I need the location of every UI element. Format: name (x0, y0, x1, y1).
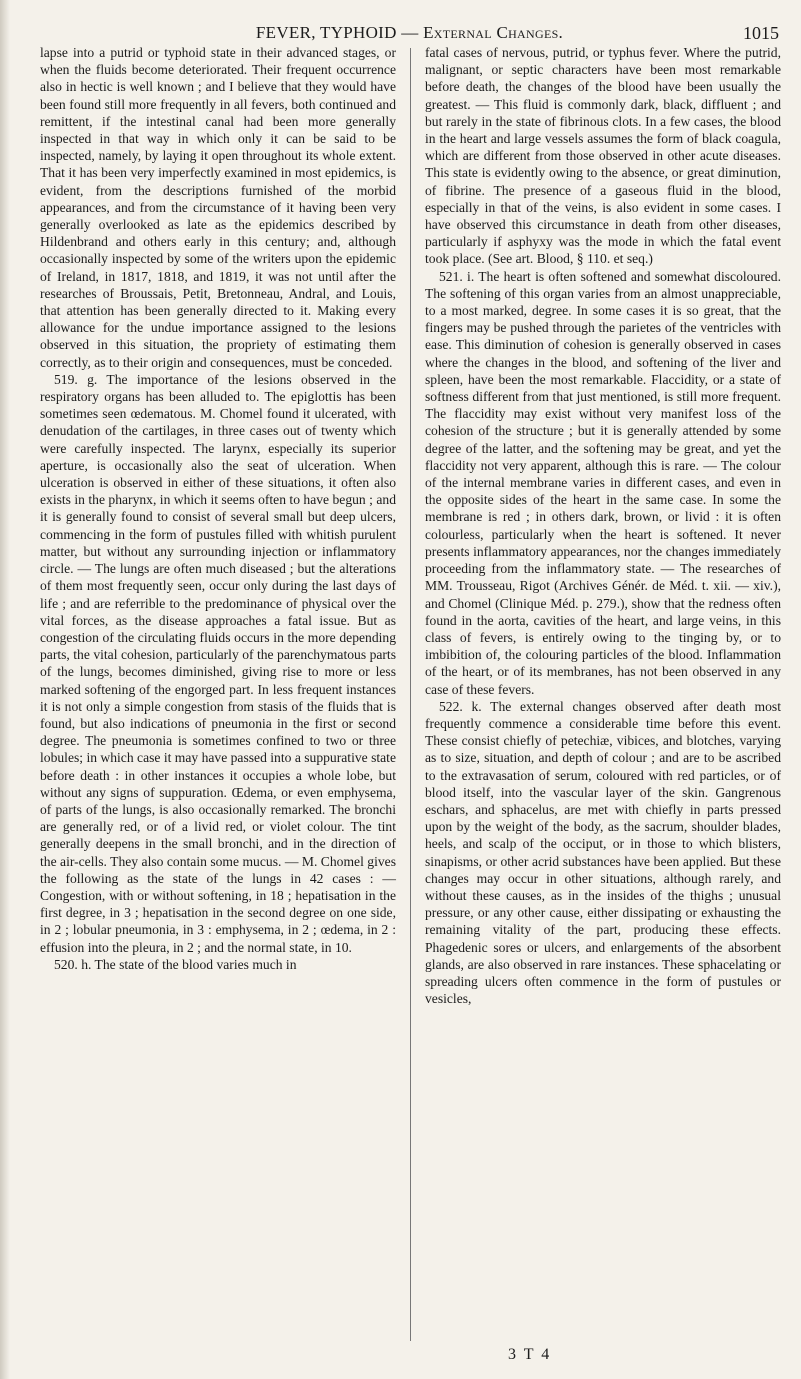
text-columns (40, 44, 781, 1345)
left-column (40, 44, 396, 1345)
page-number: 1015 (743, 23, 779, 43)
signature-mark: 3 T 4 (508, 1346, 552, 1363)
column-divider (410, 48, 411, 1341)
header-title-left: FEVER, TYPHOID (255, 23, 397, 42)
header-title-right: External Changes. (423, 23, 564, 42)
paragraph-519: 519. g. The importance of the lesions observed in the respiratory organs has been alluded to. The epiglottis has been sometimes seen œdematous. M. Chomel found it ulcerated, with denudation of the cartilages, in three cases out of twenty which were carefully inspected. The larynx, especially its superior aperture, is occasionally also the seat of ulceration. When ulceration is observed in either of these situations, it often also exists in the pharynx, in which it seems often to have begun ; and it is generally found to consist of several small but deep ulcers, commencing in the form of pustules filled with whitish purulent matter, but without any surrounding injection or inflammatory circle. — The lungs are often much diseased ; but the alterations of them most frequently seen, occur only during the last days of life ; and are referrible to the predominance of physical over the vital forces, as the disease approaches a fatal issue. But as congestion of the circulating fluids occurs in the more depending parts, the vital cohesion, particularly of the parenchymatous parts of the lungs, becomes diminished, giving rise to more or less marked softening of the engorged part. In less frequent instances it is not only a simple congestion from stasis of the fluids that is found, but also indications of pneumonia in the first or second degree. The pneumonia is sometimes confined to two or three lobules; in which case it may have passed into a suppurative state before death : in other instances it occupies a whole lobe, but without any signs of suppuration. Œdema, or even emphysema, of parts of the lungs, is also occasionally remarked. The bronchi are generally red, or of a livid red, or violet colour. The tint generally deepens in the small bronchi, and in the direction of the air-cells. They also contain some mucus. — M. Chomel gives the following as the state of the lungs in 42 cases : — Congestion, with or without softening, in 18 ; hepatisation in the first degree, in 3 ; hepatisation in the second degree on one side, in 2 ; lobular pneumonia, in 3 : emphysema, in 2 ; œdema, in 2 : effusion into the pleura, in 2 ; and the normal state, in 10. (40, 371, 396, 955)
paragraph-521: 521. i. The heart is often softened and somewhat discoloured. The softening of this organ varies from an almost unappreciable, to a most marked, degree. In some cases it is so great, that the fingers may be pushed through the parietes of the ventricles with ease. This diminution of cohesion is generally observed in cases where the changes in the blood, and softening of the liver and spleen, have been the most remarkable. Flaccidity, or a state of softness different from that just mentioned, is still more frequent. The flaccidity may exist without very manifest loss of the cohesion of the structure ; but it is generally attended by some degree of the latter, and the softening may be great, and yet the flaccidity not very apparent, although this is rare. — The colour of the internal membrane varies in different cases, and even in the opposite sides of the heart in the same case. In some the membrane is red ; in others dark, brown, or livid : it is often colourless, particularly when the heart is softened. It never presents inflammatory appearances, nor the changes immediately proceeding from the inflammatory state. — The researches of MM. Trousseau, Rigot (Archives Génér. de Méd. t. xii. — xiv.), and Chomel (Clinique Méd. p. 279.), show that the redness often found in the aorta, cavities of the heart, and large veins, in this class of fevers, is entirely owing to the tinging by, or to imbibition of, the colouring particles of the blood. Inflammation of the heart, or of its membranes, has not been observed in any case of these fevers. (425, 268, 781, 697)
right-column (425, 44, 781, 1345)
paragraph-continued: lapse into a putrid or typhoid state in their advanced stages, or when the fluids become deteriorated. Their frequent occurrence also in hectic is well known ; and I believe that they would have been found still more frequently in all fevers, both continued and remittent, if the intestinal canal had been more generally inspected in that way in which only it can be said to be inspected, namely, by laying it open throughout its whole extent. That it has been very imperfectly examined in most epidemics, is evident, from the descriptions furnished of the morbid appearances, and from the circumstance of it having been very generally overlooked as late as the epidemics described by Hildenbrand and others early in this century; and, although occasionally inspected by some of the writers upon the epidemic of Ireland, in 1817, 1818, and 1819, it was not until after the researches of Broussais, Petit, Bretonneau, Andral, and Louis, that attention has been generally directed to it. Making every allowance for the undue importance assigned to the lesions observed in this situation, the propriety of estimating them correctly, as to their origin and consequences, must be conceded. (40, 45, 396, 370)
paragraph-continued-right: fatal cases of nervous, putrid, or typhus fever. Where the putrid, malignant, or septic characters have been most remarkable before death, the changes of the blood have been usually the greatest. — This fluid is commonly dark, black, diffluent ; and but rarely in the state of fibrinous clots. In a few cases, the blood in the heart and large vessels assumes the form of black coagula, which are different from those observed in other acute diseases. This state is evidently owing to the absence, or great diminution, of fibrine. The presence of a gaseous fluid in the blood, especially in that of the veins, is also evident in some cases. I have observed this circumstance in death from other diseases, particularly if asphyxy was the mode in which the fatal event took place. (See art. Blood, § 110. et seq.) (425, 45, 781, 267)
header-dash: — (396, 23, 424, 42)
page-binding-edge (0, 0, 10, 1379)
paragraph-522: 522. k. The external changes observed after death most frequently commence a considerable time before this event. These consist chiefly of petechiæ, vibices, and blotches, varying as to size, situation, and depth of colour ; and are to be ascribed to the extravasation of serum, coloured with red particles, or of blood itself, into the vascular layer of the skin. Gangrenous eschars, and sphacelus, are met with chiefly in parts pressed upon by the weight of the body, as the sacrum, shoulder blades, heels, and scalp of the occiput, or in those to which blisters, sinapisms, or other acrid substances have been applied. But these changes may occur in other situations, although rarely, and without these causes, as in the insides of the thighs ; unusual pressure, or any other cause, either dissipating or exhausting the remaining vitality of the part, producing these effects. Phagedenic sores or ulcers, and enlargements of the absorbent glands, are also observed in rare instances. These sphacelating or spreading ulcers often commence in the form of pustules or vesicles, (425, 698, 781, 1007)
paragraph-520: 520. h. The state of the blood varies much in (54, 956, 297, 972)
